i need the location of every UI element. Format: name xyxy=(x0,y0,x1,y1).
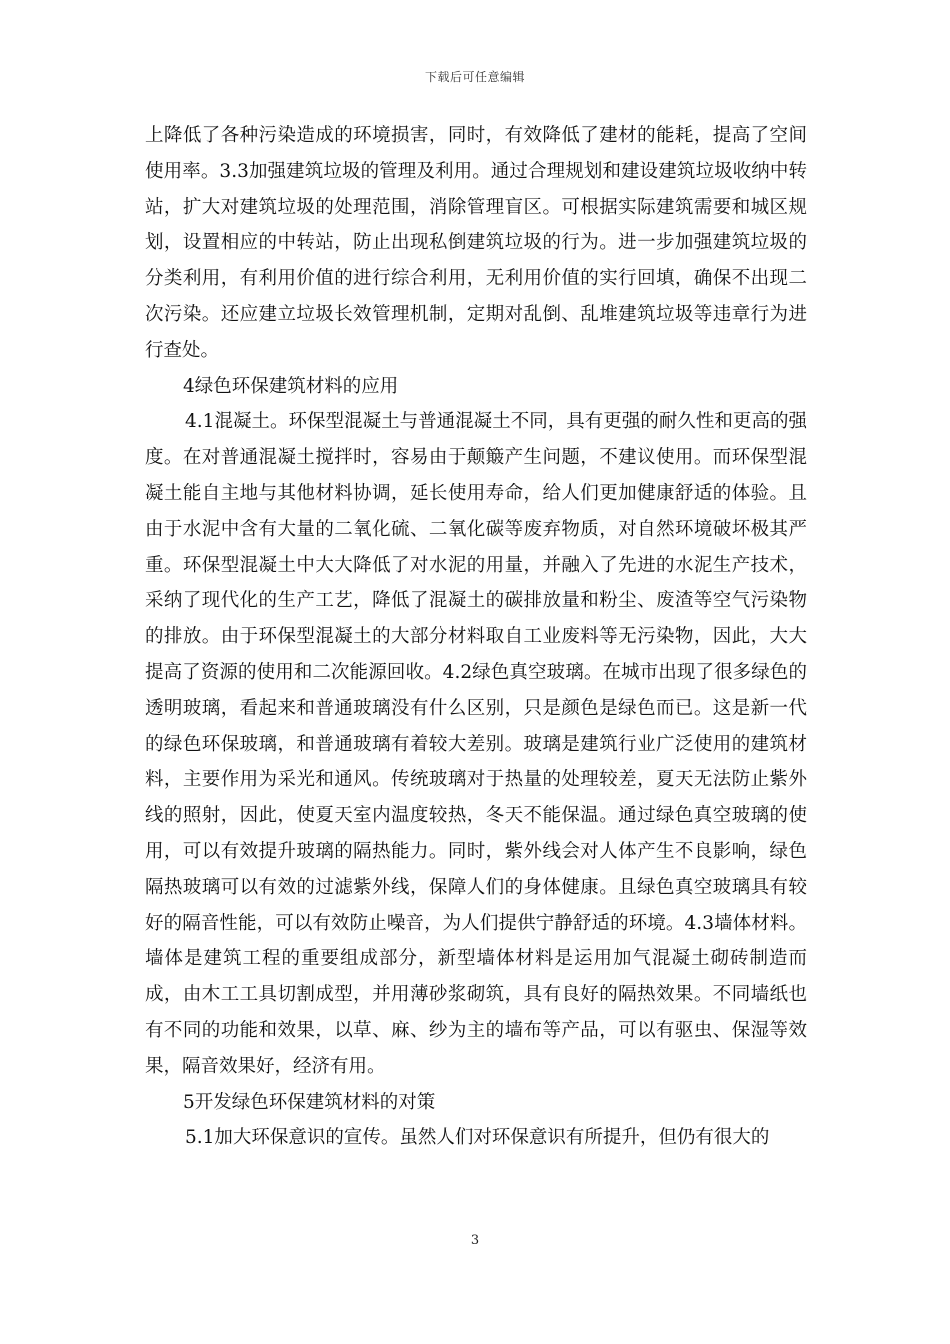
paragraph-section-4: 4.1混凝土。环保型混凝土与普通混凝土不同，具有更强的耐久性和更高的强度。在对普通混凝土搅拌时，容易由于颠簸产生问题，不建议使用。而环保型混凝土能自主地与其他材料协调，延长使用寿命，给人们更加健康舒适的体验。且由于水泥中含有大量的二氧化硫、二氧化碳等废弃物质，对自然环境破坏极其严重。环保型混凝土中大大降低了对水泥的用量，并融入了先进的水泥生产技术，采纳了现代化的生产工艺，降低了混凝土的碳排放量和粉尘、废渣等空气污染物的排放。由于环保型混凝土的大部分材料取自工业废料等无污染物，因此，大大提高了资源的使用和二次能源回收。4.2绿色真空玻璃。在城市出现了很多绿色的透明玻璃，看起来和普通玻璃没有什么区别，只是颜色是绿色而已。这是新一代的绿色环保玻璃，和普通玻璃有着较大差别。玻璃是建筑行业广泛使用的建筑材料，主要作用为采光和通风。传统玻璃对于热量的处理较差，夏天无法防止紫外线的照射，因此，使夏天室内温度较热，冬天不能保温。通过绿色真空玻璃的使用，可以有效提升玻璃的隔热能力。同时，紫外线会对人体产生不良影响，绿色隔热玻璃可以有效的过滤紫外线，保障人们的身体健康。且绿色真空玻璃具有较好的隔音性能，可以有效防止噪音，为人们提供宁静舒适的环境。4.3墙体材料。墙体是建筑工程的重要组成部分，新型墙体材料是运用加气混凝土砌砖制造而成，由木工工具切割成型，并用薄砂浆砌筑，具有良好的隔热效果。不同墙纸也有不同的功能和效果，以草、麻、纱为主的墙布等产品，可以有驱虫、保湿等效果，隔音效果好，经济有用。 xyxy=(145,411,807,1077)
page-header: 下载后可任意编辑 xyxy=(424,70,525,84)
paragraph-continuation: 上降低了各种污染造成的环境损害，同时，有效降低了建材的能耗，提高了空间使用率。3.3加强建筑垃圾的管理及利用。通过合理规划和建设建筑垃圾收纳中转站，扩大对建筑垃圾的处理范围，消除管理盲区。可根据实际建筑需要和城区规划，设置相应的中转站，防止出现私倒建筑垃圾的行为。进一步加强建筑垃圾的分类利用，有利用价值的进行综合利用，无利用价值的实行回填，确保不出现二次污染。还应建立垃圾长效管理机制，定期对乱倒、乱堆建筑垃圾等违章行为进行查处。 xyxy=(145,125,807,361)
page-number: 3 xyxy=(470,1233,480,1248)
paragraph-section-5: 5.1加大环保意识的宣传。虽然人们对环保意识有所提升，但仍有很大的 xyxy=(185,1127,770,1149)
section-heading-5: 5开发绿色环保建筑材料的对策 xyxy=(183,1091,436,1113)
section-heading-4: 4绿色环保建筑材料的应用 xyxy=(183,375,399,397)
document-body xyxy=(145,118,807,1156)
